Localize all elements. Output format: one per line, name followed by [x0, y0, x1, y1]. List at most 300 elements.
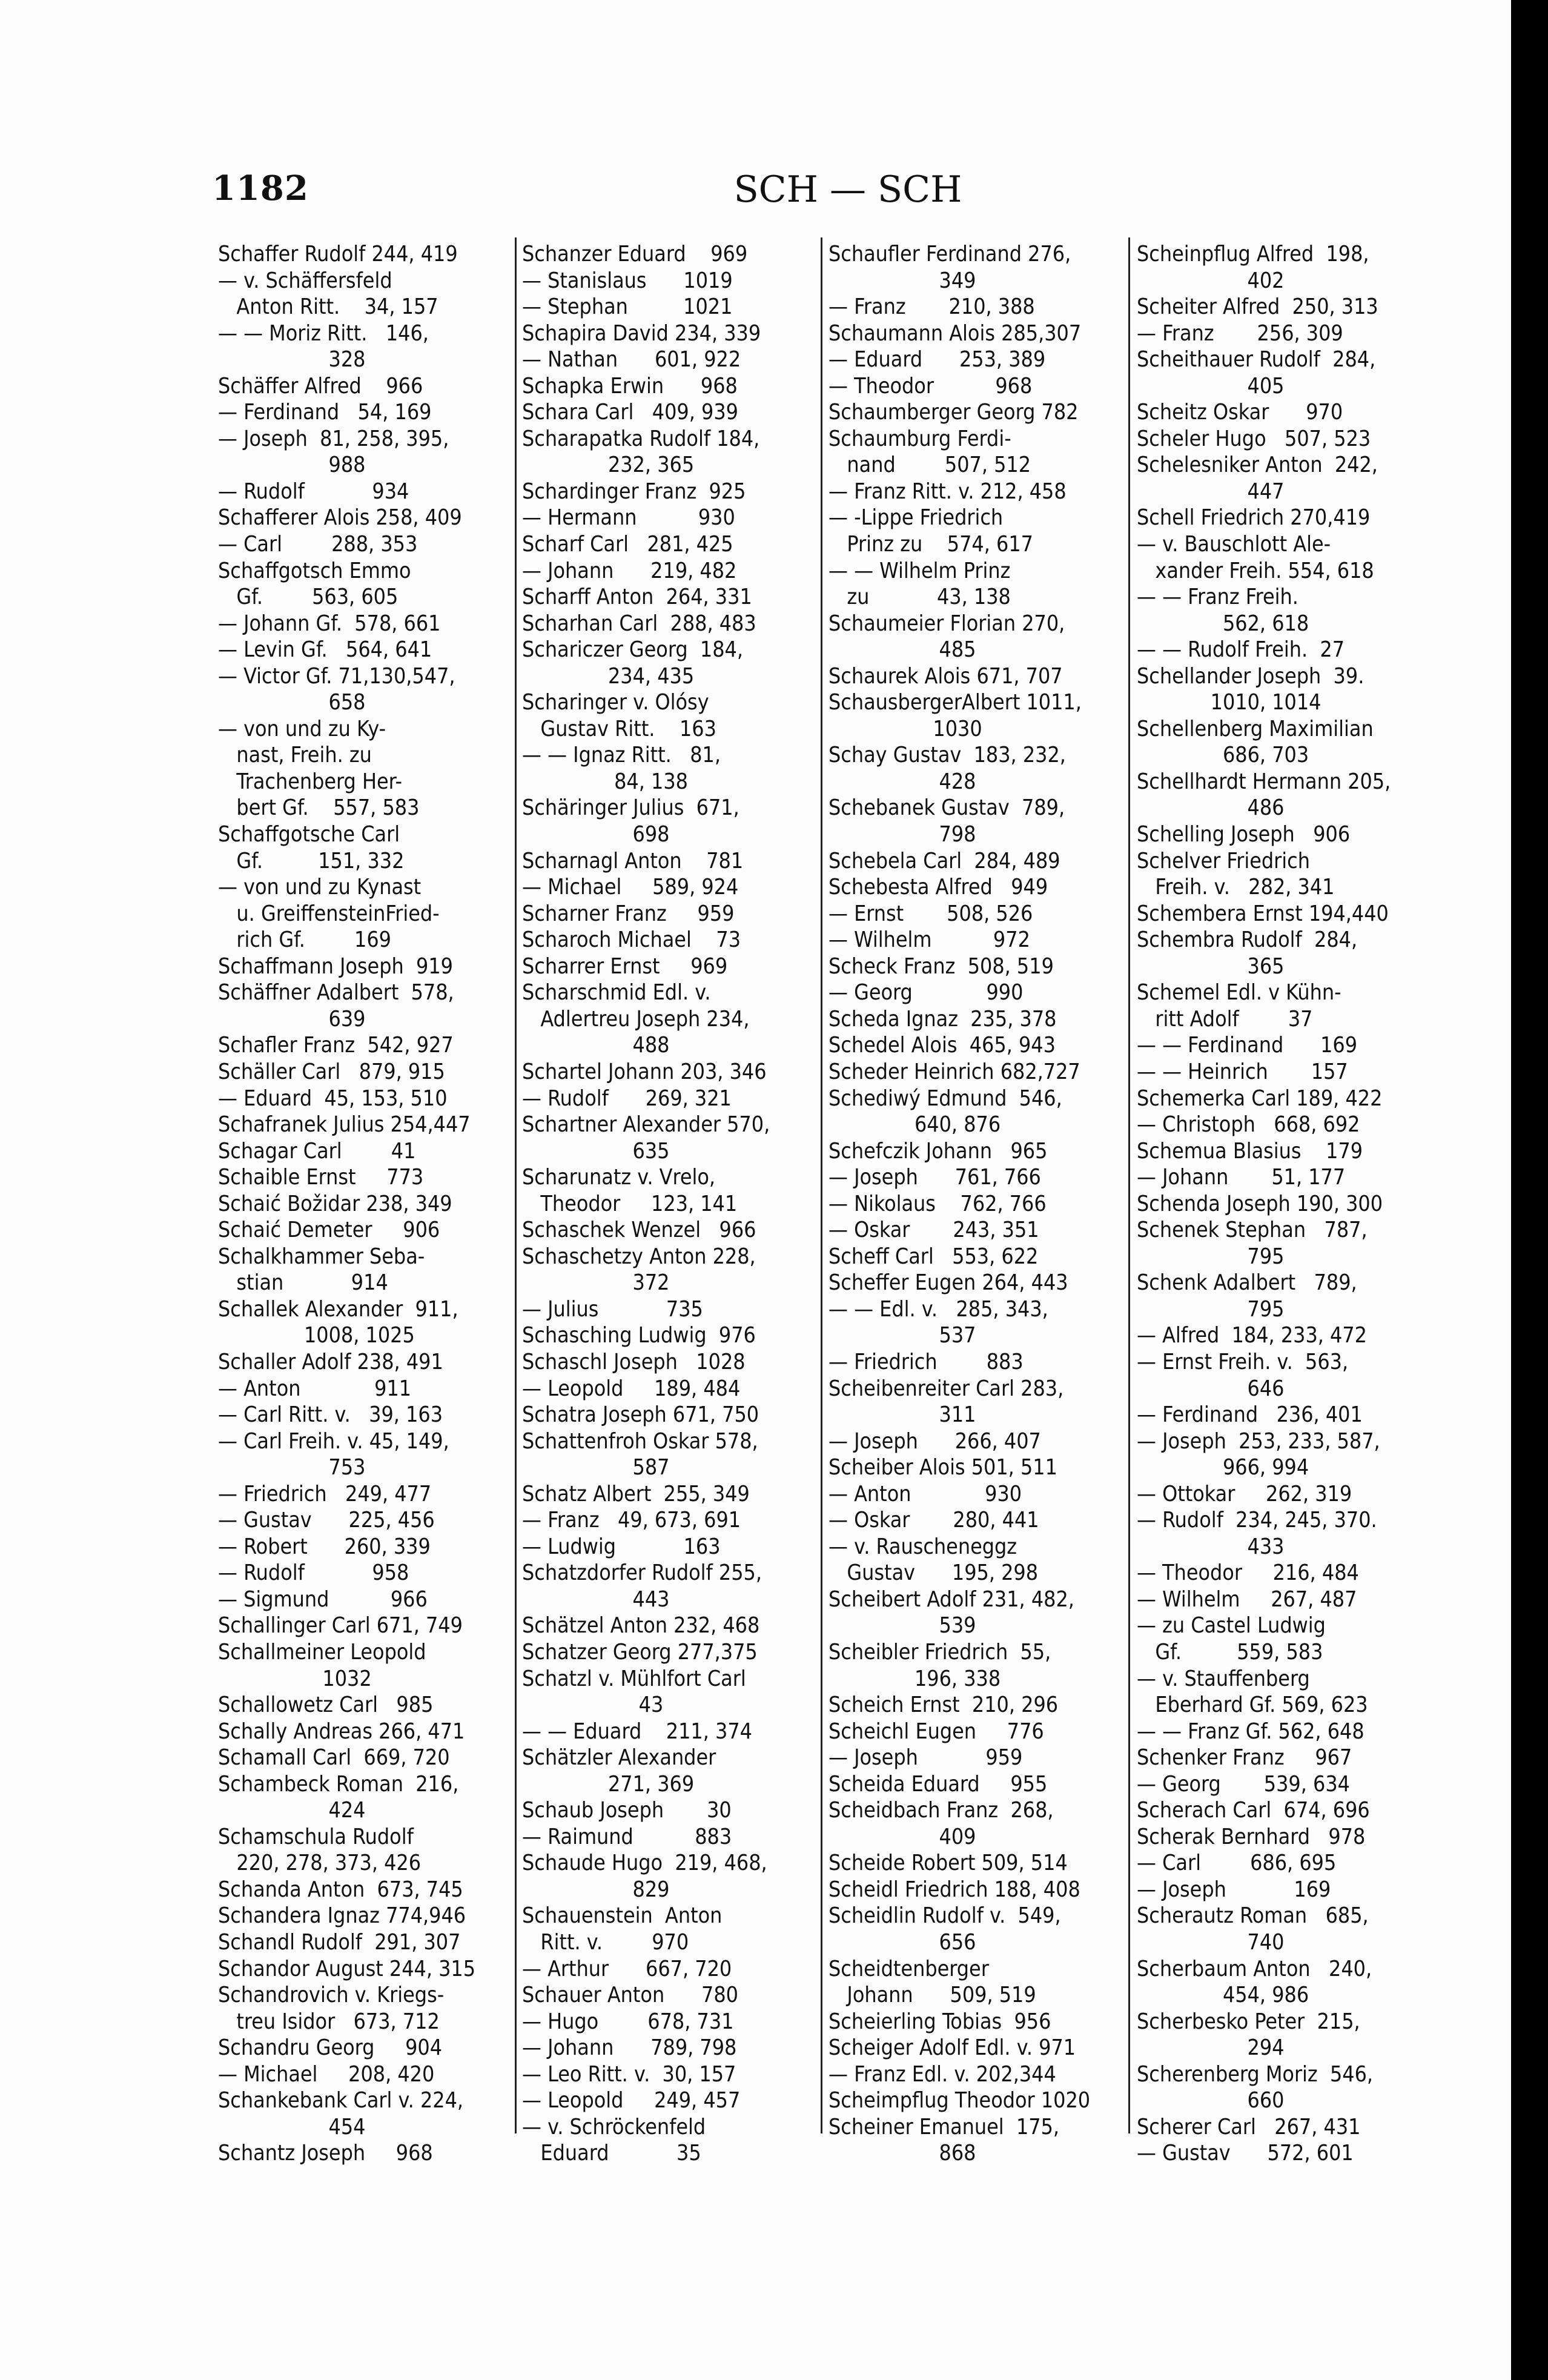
index-entry: — — Moriz Ritt. 146,	[218, 320, 429, 346]
index-entry: Schatzl v. Mühlfort Carl	[522, 1666, 746, 1691]
index-entry: — Johann Gf. 578, 661	[218, 611, 441, 636]
index-entry: Schay Gustav 183, 232,	[829, 743, 1066, 768]
index-entry: Scheithauer Rudolf 284,	[1137, 347, 1376, 373]
index-entry: Schauer Anton 780	[522, 1983, 738, 2008]
scan-border	[1511, 0, 1548, 2380]
index-entry: Schandor August 244, 315	[218, 1956, 476, 1981]
index-entry: Schandera Ignaz 774,946	[218, 1903, 466, 1929]
index-entry: Scharunatz v. Vrelo,	[522, 1165, 716, 1190]
index-entry: Schellenberg Maximilian	[1137, 716, 1374, 741]
index-entry: — Christoph 668, 692	[1137, 1112, 1360, 1138]
index-entry: — Michael 589, 924	[522, 875, 739, 900]
index-entry: Schaić Demeter 906	[218, 1218, 440, 1243]
index-entry: — Levin Gf. 564, 641	[218, 637, 432, 663]
index-entry: Scheda Ignaz 235, 378	[829, 1006, 1057, 1032]
index-entry: 372	[522, 1270, 670, 1296]
index-entry: Schedel Alois 465, 943	[829, 1033, 1056, 1058]
index-entry: Schardinger Franz 925	[522, 479, 746, 504]
index-entry: — Carl Ritt. v. 39, 163	[218, 1402, 443, 1428]
index-entry: Schara Carl 409, 939	[522, 400, 738, 425]
index-entry: Schembra Rudolf 284,	[1137, 927, 1358, 953]
index-entry: Scheck Franz 508, 519	[829, 953, 1054, 979]
index-entry: Schankebank Carl v. 224,	[218, 2088, 464, 2113]
index-entry: Schaub Joseph 30	[522, 1798, 732, 1823]
index-entry: Schätzler Alexander	[522, 1745, 716, 1771]
index-entry: Schaumeier Florian 270,	[829, 611, 1065, 636]
index-entry: — Wilhelm 972	[829, 927, 1030, 953]
index-entry: — Theodor 216, 484	[1137, 1560, 1359, 1586]
index-entry: Schafranek Julius 254,447	[218, 1112, 471, 1138]
index-entry: Scheida Eduard 955	[829, 1771, 1048, 1797]
index-entry: 740	[1137, 1930, 1285, 1955]
index-entry: Theodor 123, 141	[522, 1191, 738, 1216]
index-entry: Scheffer Eugen 264, 443	[829, 1270, 1068, 1296]
index-entry: — Franz 256, 309	[1137, 320, 1343, 346]
index-entry: — Anton 911	[218, 1376, 412, 1401]
index-entry: Schaffer Rudolf 244, 419	[218, 242, 458, 267]
index-entry: — Johann 51, 177	[1137, 1165, 1346, 1190]
index-entry: Scharschmid Edl. v.	[522, 980, 711, 1006]
index-entry: Schanda Anton 673, 745	[218, 1877, 463, 1902]
index-entry: Schebesta Alfred 949	[829, 875, 1048, 900]
column-rule	[821, 237, 822, 2133]
index-entry: 196, 338	[829, 1666, 1001, 1691]
index-entry: — Wilhelm 267, 487	[1137, 1586, 1357, 1612]
index-column-1	[218, 241, 509, 2167]
index-entry: Schallinger Carl 671, 749	[218, 1613, 463, 1639]
index-entry: Schaschetzy Anton 228,	[522, 1244, 756, 1269]
index-entry: Schäringer Julius 671,	[522, 795, 739, 821]
index-entry: Schediwý Edmund 546,	[829, 1086, 1062, 1111]
index-entry: Scharner Franz 959	[522, 901, 735, 926]
index-entry: Schauenstein Anton	[522, 1903, 723, 1929]
index-entry: Schatra Joseph 671, 750	[522, 1402, 759, 1428]
index-entry: Schenek Stephan 787,	[1137, 1218, 1368, 1243]
index-entry: Schariczer Georg 184,	[522, 637, 743, 663]
index-entry: 488	[522, 1033, 670, 1058]
index-entry: 753	[218, 1455, 366, 1480]
index-entry: — Ludwig 163	[522, 1534, 721, 1559]
index-entry: Schell Friedrich 270,419	[1137, 505, 1371, 531]
index-entry: Scheich Ernst 210, 296	[829, 1692, 1059, 1718]
index-entry: Schapira David 234, 339	[522, 320, 761, 346]
index-entry: — Georg 990	[829, 980, 1024, 1006]
index-entry: Schartel Johann 203, 346	[522, 1059, 767, 1084]
index-entry: Schambeck Roman 216,	[218, 1771, 459, 1797]
index-entry: — Joseph 266, 407	[829, 1428, 1041, 1454]
index-entry: Schartner Alexander 570,	[522, 1112, 770, 1138]
index-entry: Scheiner Emanuel 175,	[829, 2114, 1060, 2140]
index-entry: Schemel Edl. v Kühn-	[1137, 980, 1341, 1006]
index-entry: Ritt. v. 970	[522, 1930, 689, 1955]
index-entry: Scheiger Adolf Edl. v. 971	[829, 2035, 1076, 2061]
index-entry: Eberhard Gf. 569, 623	[1137, 1692, 1368, 1718]
index-entry: 84, 138	[522, 769, 688, 794]
index-entry: — Eduard 253, 389	[829, 347, 1046, 373]
index-entry: Schellhardt Hermann 205,	[1137, 769, 1391, 794]
index-entry: Schemerka Carl 189, 422	[1137, 1086, 1383, 1111]
index-entry: Schandrovich v. Kriegs-	[218, 1983, 445, 2008]
index-entry: Schaić Božidar 238, 349	[218, 1191, 452, 1216]
index-entry: Schebela Carl 284, 489	[829, 848, 1060, 873]
index-entry: — Joseph 169	[1137, 1877, 1331, 1902]
index-entry: 562, 618	[1137, 611, 1309, 636]
index-entry: — Raimund 883	[522, 1824, 732, 1849]
index-entry: Scherbaum Anton 240,	[1137, 1956, 1372, 1981]
index-entry: Schattenfroh Oskar 578,	[522, 1428, 758, 1454]
index-entry: 795	[1137, 1244, 1285, 1269]
index-entry: 220, 278, 373, 426	[218, 1851, 422, 1876]
index-entry: 328	[218, 347, 366, 373]
index-entry: — Ernst 508, 526	[829, 901, 1033, 926]
index-entry: — Victor Gf. 71,130,547,	[218, 663, 455, 689]
index-entry: Schasching Ludwig 976	[522, 1323, 756, 1348]
index-entry: — Ernst Freih. v. 563,	[1137, 1349, 1349, 1374]
index-entry: Scharapatka Rudolf 184,	[522, 426, 760, 451]
index-entry: 409	[829, 1824, 976, 1849]
index-entry: Scharhan Carl 288, 483	[522, 611, 756, 636]
index-entry: Scheidtenberger	[829, 1956, 989, 1981]
index-entry: — Franz 49, 673, 691	[522, 1508, 741, 1533]
index-entry: Schandl Rudolf 291, 307	[218, 1930, 461, 1955]
index-entry: Schaude Hugo 219, 468,	[522, 1851, 767, 1876]
index-entry: 1008, 1025	[218, 1323, 415, 1348]
index-entry: 311	[829, 1402, 976, 1428]
index-entry: — v. Schröckenfeld	[522, 2114, 706, 2140]
index-entry: Schaurek Alois 671, 707	[829, 663, 1063, 689]
index-entry: — Carl 288, 353	[218, 532, 418, 557]
index-entry: — — Rudolf Freih. 27	[1137, 637, 1345, 663]
index-entry: Scheibenreiter Carl 283,	[829, 1376, 1064, 1401]
index-entry: — Sigmund 966	[218, 1586, 428, 1612]
index-entry: Schaller Adolf 238, 491	[218, 1349, 443, 1374]
column-rule	[515, 237, 517, 2133]
index-entry: 294	[1137, 2035, 1285, 2061]
index-entry: Schaumann Alois 285,307	[829, 320, 1082, 346]
index-entry: rich Gf. 169	[218, 927, 391, 953]
index-entry: — Leopold 249, 457	[522, 2088, 741, 2113]
index-entry: Schandru Georg 904	[218, 2035, 443, 2061]
index-entry: Scheierling Tobias 956	[829, 2009, 1051, 2034]
index-entry: — Rudolf 269, 321	[522, 1086, 732, 1111]
index-entry: Scheichl Eugen 776	[829, 1719, 1044, 1744]
index-entry: 433	[1137, 1534, 1285, 1559]
index-entry: 795	[1137, 1296, 1285, 1322]
index-entry: — Carl 686, 695	[1137, 1851, 1337, 1876]
index-entry: Gf. 151, 332	[218, 848, 405, 873]
index-entry: — v. Schäffersfeld	[218, 268, 392, 293]
index-entry: 537	[829, 1323, 976, 1348]
index-entry: Schatz Albert 255, 349	[522, 1481, 750, 1507]
index-entry: — Joseph 959	[829, 1745, 1023, 1771]
index-entry: Scheder Heinrich 682,727	[829, 1059, 1080, 1084]
index-entry: Scheitz Oskar 970	[1137, 400, 1343, 425]
index-entry: Schebanek Gustav 789,	[829, 795, 1065, 821]
index-entry: Scherautz Roman 685,	[1137, 1903, 1369, 1929]
index-entry: 454, 986	[1137, 1983, 1309, 2008]
index-entry: — -Lippe Friedrich	[829, 505, 1004, 531]
index-entry: 271, 369	[522, 1771, 695, 1797]
index-entry: — Rudolf 934	[218, 479, 409, 504]
index-entry: — Theodor 968	[829, 373, 1033, 399]
index-entry: — Johann 789, 798	[522, 2035, 737, 2061]
index-entry: Schafler Franz 542, 927	[218, 1033, 454, 1058]
index-entry: 1010, 1014	[1137, 690, 1321, 715]
index-entry: — Joseph 761, 766	[829, 1165, 1041, 1190]
index-entry: Schembera Ernst 194,440	[1137, 901, 1389, 926]
index-entry: Schelling Joseph 906	[1137, 822, 1351, 847]
index-entry: Scharff Anton 264, 331	[522, 585, 752, 610]
index-entry: — Ferdinand 236, 401	[1137, 1402, 1363, 1428]
index-entry: Anton Ritt. 34, 157	[218, 294, 438, 320]
index-entry: Schaffgotsch Emmo	[218, 558, 411, 583]
index-entry: Gf. 559, 583	[1137, 1639, 1323, 1665]
index-column-2	[522, 241, 813, 2167]
index-entry: bert Gf. 557, 583	[218, 795, 420, 821]
index-entry: 1032	[218, 1666, 372, 1691]
index-entry: Schanzer Eduard 969	[522, 242, 748, 267]
index-entry: 798	[829, 822, 976, 847]
index-entry: — Leopold 189, 484	[522, 1376, 741, 1401]
index-entry: 868	[829, 2141, 976, 2166]
index-entry: Scheibler Friedrich 55,	[829, 1639, 1051, 1665]
index-entry: Schätzel Anton 232, 468	[522, 1613, 760, 1639]
index-entry: — Gustav 572, 601	[1137, 2141, 1354, 2166]
index-entry: Schenk Adalbert 789,	[1137, 1270, 1357, 1296]
index-entry: 405	[1137, 373, 1285, 399]
index-entry: — Ottokar 262, 319	[1137, 1481, 1352, 1507]
index-entry: Schaumberger Georg 782	[829, 400, 1079, 425]
index-entry: Schafferer Alois 258, 409	[218, 505, 462, 531]
index-entry: — v. Bauschlott Ale-	[1137, 532, 1331, 557]
index-entry: Schatzer Georg 277,375	[522, 1639, 758, 1665]
index-entry: Scheidbach Franz 268,	[829, 1798, 1054, 1823]
index-entry: Schantz Joseph 968	[218, 2141, 433, 2166]
index-entry: — Franz Edl. v. 202,344	[829, 2061, 1056, 2087]
index-entry: — Nathan 601, 922	[522, 347, 741, 373]
index-entry: — — Eduard 211, 374	[522, 1719, 752, 1744]
index-entry: — von und zu Ky-	[218, 716, 386, 741]
index-entry: — Rudolf 234, 245, 370.	[1137, 1508, 1377, 1533]
index-entry: 698	[522, 822, 670, 847]
index-entry: Schallek Alexander 911,	[218, 1296, 458, 1322]
index-entry: Schagar Carl 41	[218, 1138, 416, 1164]
running-head: SCH — SCH	[733, 168, 962, 211]
index-entry: 365	[1137, 953, 1285, 979]
index-entry: 43	[522, 1692, 664, 1718]
index-entry: Schaumburg Ferdi-	[829, 426, 1011, 451]
index-entry: 232, 365	[522, 452, 695, 478]
index-entry: u. GreiffensteinFried-	[218, 901, 440, 926]
index-entry: — — Ignaz Ritt. 81,	[522, 743, 721, 768]
index-entry: 1030	[829, 716, 982, 741]
index-entry: Scherbesko Peter 215,	[1137, 2009, 1360, 2034]
index-entry: Schemua Blasius 179	[1137, 1138, 1363, 1164]
index-entry: Scharinger v. Olósy	[522, 690, 709, 715]
index-entry: Eduard 35	[522, 2141, 701, 2166]
index-entry: 424	[218, 1798, 366, 1823]
index-entry: — Eduard 45, 153, 510	[218, 1086, 448, 1111]
index-entry: Gustav Ritt. 163	[522, 716, 716, 741]
index-entry: — Robert 260, 339	[218, 1534, 431, 1559]
index-entry: — Gustav 225, 456	[218, 1508, 435, 1533]
index-entry: — v. Rauscheneggz	[829, 1534, 1017, 1559]
index-entry: Schaffgotsche Carl	[218, 822, 400, 847]
index-entry: — Oskar 243, 351	[829, 1218, 1039, 1243]
index-entry: — Stephan 1021	[522, 294, 733, 320]
index-entry: ritt Adolf 37	[1137, 1006, 1313, 1032]
index-entry: — Georg 539, 634	[1137, 1771, 1350, 1797]
index-entry: Scheler Hugo 507, 523	[1137, 426, 1371, 451]
index-entry: Adlertreu Joseph 234,	[522, 1006, 750, 1032]
index-entry: Scheidlin Rudolf v. 549,	[829, 1903, 1061, 1929]
index-entry: 402	[1137, 268, 1285, 293]
index-entry: — Stanislaus 1019	[522, 268, 733, 293]
index-entry: 428	[829, 769, 976, 794]
page-number: 1182	[212, 168, 309, 208]
index-entry: — von und zu Kynast	[218, 875, 422, 900]
index-entry: — Joseph 253, 233, 587,	[1137, 1428, 1380, 1454]
index-entry: Scheide Robert 509, 514	[829, 1851, 1068, 1876]
index-entry: 660	[1137, 2088, 1285, 2113]
index-entry: Scharnagl Anton 781	[522, 848, 744, 873]
index-entry: — — Edl. v. 285, 343,	[829, 1296, 1048, 1322]
index-entry: — Friedrich 249, 477	[218, 1481, 432, 1507]
index-entry: — — Franz Gf. 562, 648	[1137, 1719, 1364, 1744]
index-entry: Schenda Joseph 190, 300	[1137, 1191, 1383, 1216]
index-entry: Scheiter Alfred 250, 313	[1137, 294, 1378, 320]
index-column-3	[829, 241, 1119, 2167]
index-entry: stian 914	[218, 1270, 388, 1296]
index-entry: Scharf Carl 281, 425	[522, 532, 733, 557]
index-entry: Scheimpflug Theodor 1020	[829, 2088, 1091, 2113]
index-entry: 640, 876	[829, 1112, 1001, 1138]
index-entry: — — Ferdinand 169	[1137, 1033, 1358, 1058]
index-entry: — Franz 210, 388	[829, 294, 1035, 320]
index-entry: — Michael 208, 420	[218, 2061, 435, 2087]
index-entry: Scherach Carl 674, 696	[1137, 1798, 1370, 1823]
index-entry: Scharoch Michael 73	[522, 927, 741, 953]
index-entry: — — Wilhelm Prinz	[829, 558, 1011, 583]
index-entry: Schefczik Johann 965	[829, 1138, 1048, 1164]
index-entry: — — Heinrich 157	[1137, 1059, 1348, 1084]
index-entry: Scheiber Alois 501, 511	[829, 1455, 1057, 1480]
index-entry: 443	[522, 1586, 670, 1612]
index-entry: — Arthur 667, 720	[522, 1956, 732, 1981]
index-entry: — Hugo 678, 731	[522, 2009, 734, 2034]
index-entry: Scheibert Adolf 231, 482,	[829, 1586, 1074, 1612]
index-entry: 656	[829, 1930, 976, 1955]
index-entry: Schally Andreas 266, 471	[218, 1719, 465, 1744]
index-entry: 646	[1137, 1376, 1285, 1401]
index-entry: — Hermann 930	[522, 505, 735, 531]
index-entry: 686, 703	[1137, 743, 1309, 768]
index-entry: Schallmeiner Leopold	[218, 1639, 426, 1665]
index-entry: Schaschl Joseph 1028	[522, 1349, 746, 1374]
index-entry: — — Franz Freih.	[1137, 585, 1298, 610]
index-entry: Schaible Ernst 773	[218, 1165, 424, 1190]
index-entry: — Oskar 280, 441	[829, 1508, 1039, 1533]
index-entry: Scherak Bernhard 978	[1137, 1824, 1366, 1849]
index-entry: 635	[522, 1138, 670, 1164]
index-entry: Schelesniker Anton 242,	[1137, 452, 1378, 478]
index-entry: Gustav 195, 298	[829, 1560, 1039, 1586]
index-entry: Trachenberg Her-	[218, 769, 403, 794]
index-entry: 658	[218, 690, 366, 715]
index-entry: Schapka Erwin 968	[522, 373, 738, 399]
index-entry: Scherer Carl 267, 431	[1137, 2114, 1361, 2140]
index-entry: Schalkhammer Seba-	[218, 1244, 425, 1269]
index-entry: 447	[1137, 479, 1285, 504]
index-entry: — Leo Ritt. v. 30, 157	[522, 2061, 736, 2087]
index-column-4	[1137, 241, 1421, 2167]
index-entry: Schäffer Alfred 966	[218, 373, 423, 399]
index-entry: — Carl Freih. v. 45, 149,	[218, 1428, 449, 1454]
index-entry: Scherenberg Moriz 546,	[1137, 2061, 1374, 2087]
index-entry: — Julius 735	[522, 1296, 703, 1322]
index-entry: — Johann 219, 482	[522, 558, 737, 583]
index-entry: — Joseph 81, 258, 395,	[218, 426, 449, 451]
index-entry: — Alfred 184, 233, 472	[1137, 1323, 1367, 1348]
index-entry: 829	[522, 1877, 670, 1902]
index-entry: 988	[218, 452, 366, 478]
index-entry: Schaschek Wenzel 966	[522, 1218, 756, 1243]
index-entry: Schaufler Ferdinand 276,	[829, 242, 1071, 267]
index-entry: Schallowetz Carl 985	[218, 1692, 434, 1718]
index-entry: 966, 994	[1137, 1455, 1309, 1480]
index-entry: — Franz Ritt. v. 212, 458	[829, 479, 1067, 504]
index-entry: SchausbergerAlbert 1011,	[829, 690, 1082, 715]
index-entry: — v. Stauffenberg	[1137, 1666, 1310, 1691]
index-entry: treu Isidor 673, 712	[218, 2009, 440, 2034]
index-entry: Schellander Joseph 39.	[1137, 663, 1364, 689]
index-entry: 234, 435	[522, 663, 695, 689]
index-entry: Schaffmann Joseph 919	[218, 953, 453, 979]
column-rule	[1128, 237, 1130, 2133]
index-entry: Gf. 563, 605	[218, 585, 399, 610]
index-entry: Schäffner Adalbert 578,	[218, 980, 454, 1006]
index-entry: Schamall Carl 669, 720	[218, 1745, 450, 1771]
index-entry: — Anton 930	[829, 1481, 1022, 1507]
index-entry: — Rudolf 958	[218, 1560, 409, 1586]
index-entry: — Friedrich 883	[829, 1349, 1024, 1374]
index-entry: Schenker Franz 967	[1137, 1745, 1352, 1771]
index-entry: Prinz zu 574, 617	[829, 532, 1033, 557]
index-entry: Freih. v. 282, 341	[1137, 875, 1335, 900]
index-entry: 454	[218, 2114, 366, 2140]
index-entry: nand 507, 512	[829, 452, 1031, 478]
index-entry: nast, Freih. zu	[218, 743, 372, 768]
index-entry: Schatzdorfer Rudolf 255,	[522, 1560, 762, 1586]
index-entry: 485	[829, 637, 976, 663]
index-entry: Schäller Carl 879, 915	[218, 1059, 445, 1084]
index-entry: zu 43, 138	[829, 585, 1011, 610]
index-entry: Scheff Carl 553, 622	[829, 1244, 1039, 1269]
index-entry: — Nikolaus 762, 766	[829, 1191, 1047, 1216]
index-entry: 486	[1137, 795, 1285, 821]
index-entry: Scheinpflug Alfred 198,	[1137, 242, 1369, 267]
index-entry: — zu Castel Ludwig	[1137, 1613, 1326, 1639]
index-entry: — Ferdinand 54, 169	[218, 400, 432, 425]
index-entry: xander Freih. 554, 618	[1137, 558, 1374, 583]
index-entry: Johann 509, 519	[829, 1983, 1036, 2008]
index-entry: 587	[522, 1455, 670, 1480]
index-entry: Schamschula Rudolf	[218, 1824, 414, 1849]
index-entry: 639	[218, 1006, 366, 1032]
index-entry: 349	[829, 268, 976, 293]
index-entry: Schelver Friedrich	[1137, 848, 1310, 873]
index-entry: Scharrer Ernst 969	[522, 953, 728, 979]
